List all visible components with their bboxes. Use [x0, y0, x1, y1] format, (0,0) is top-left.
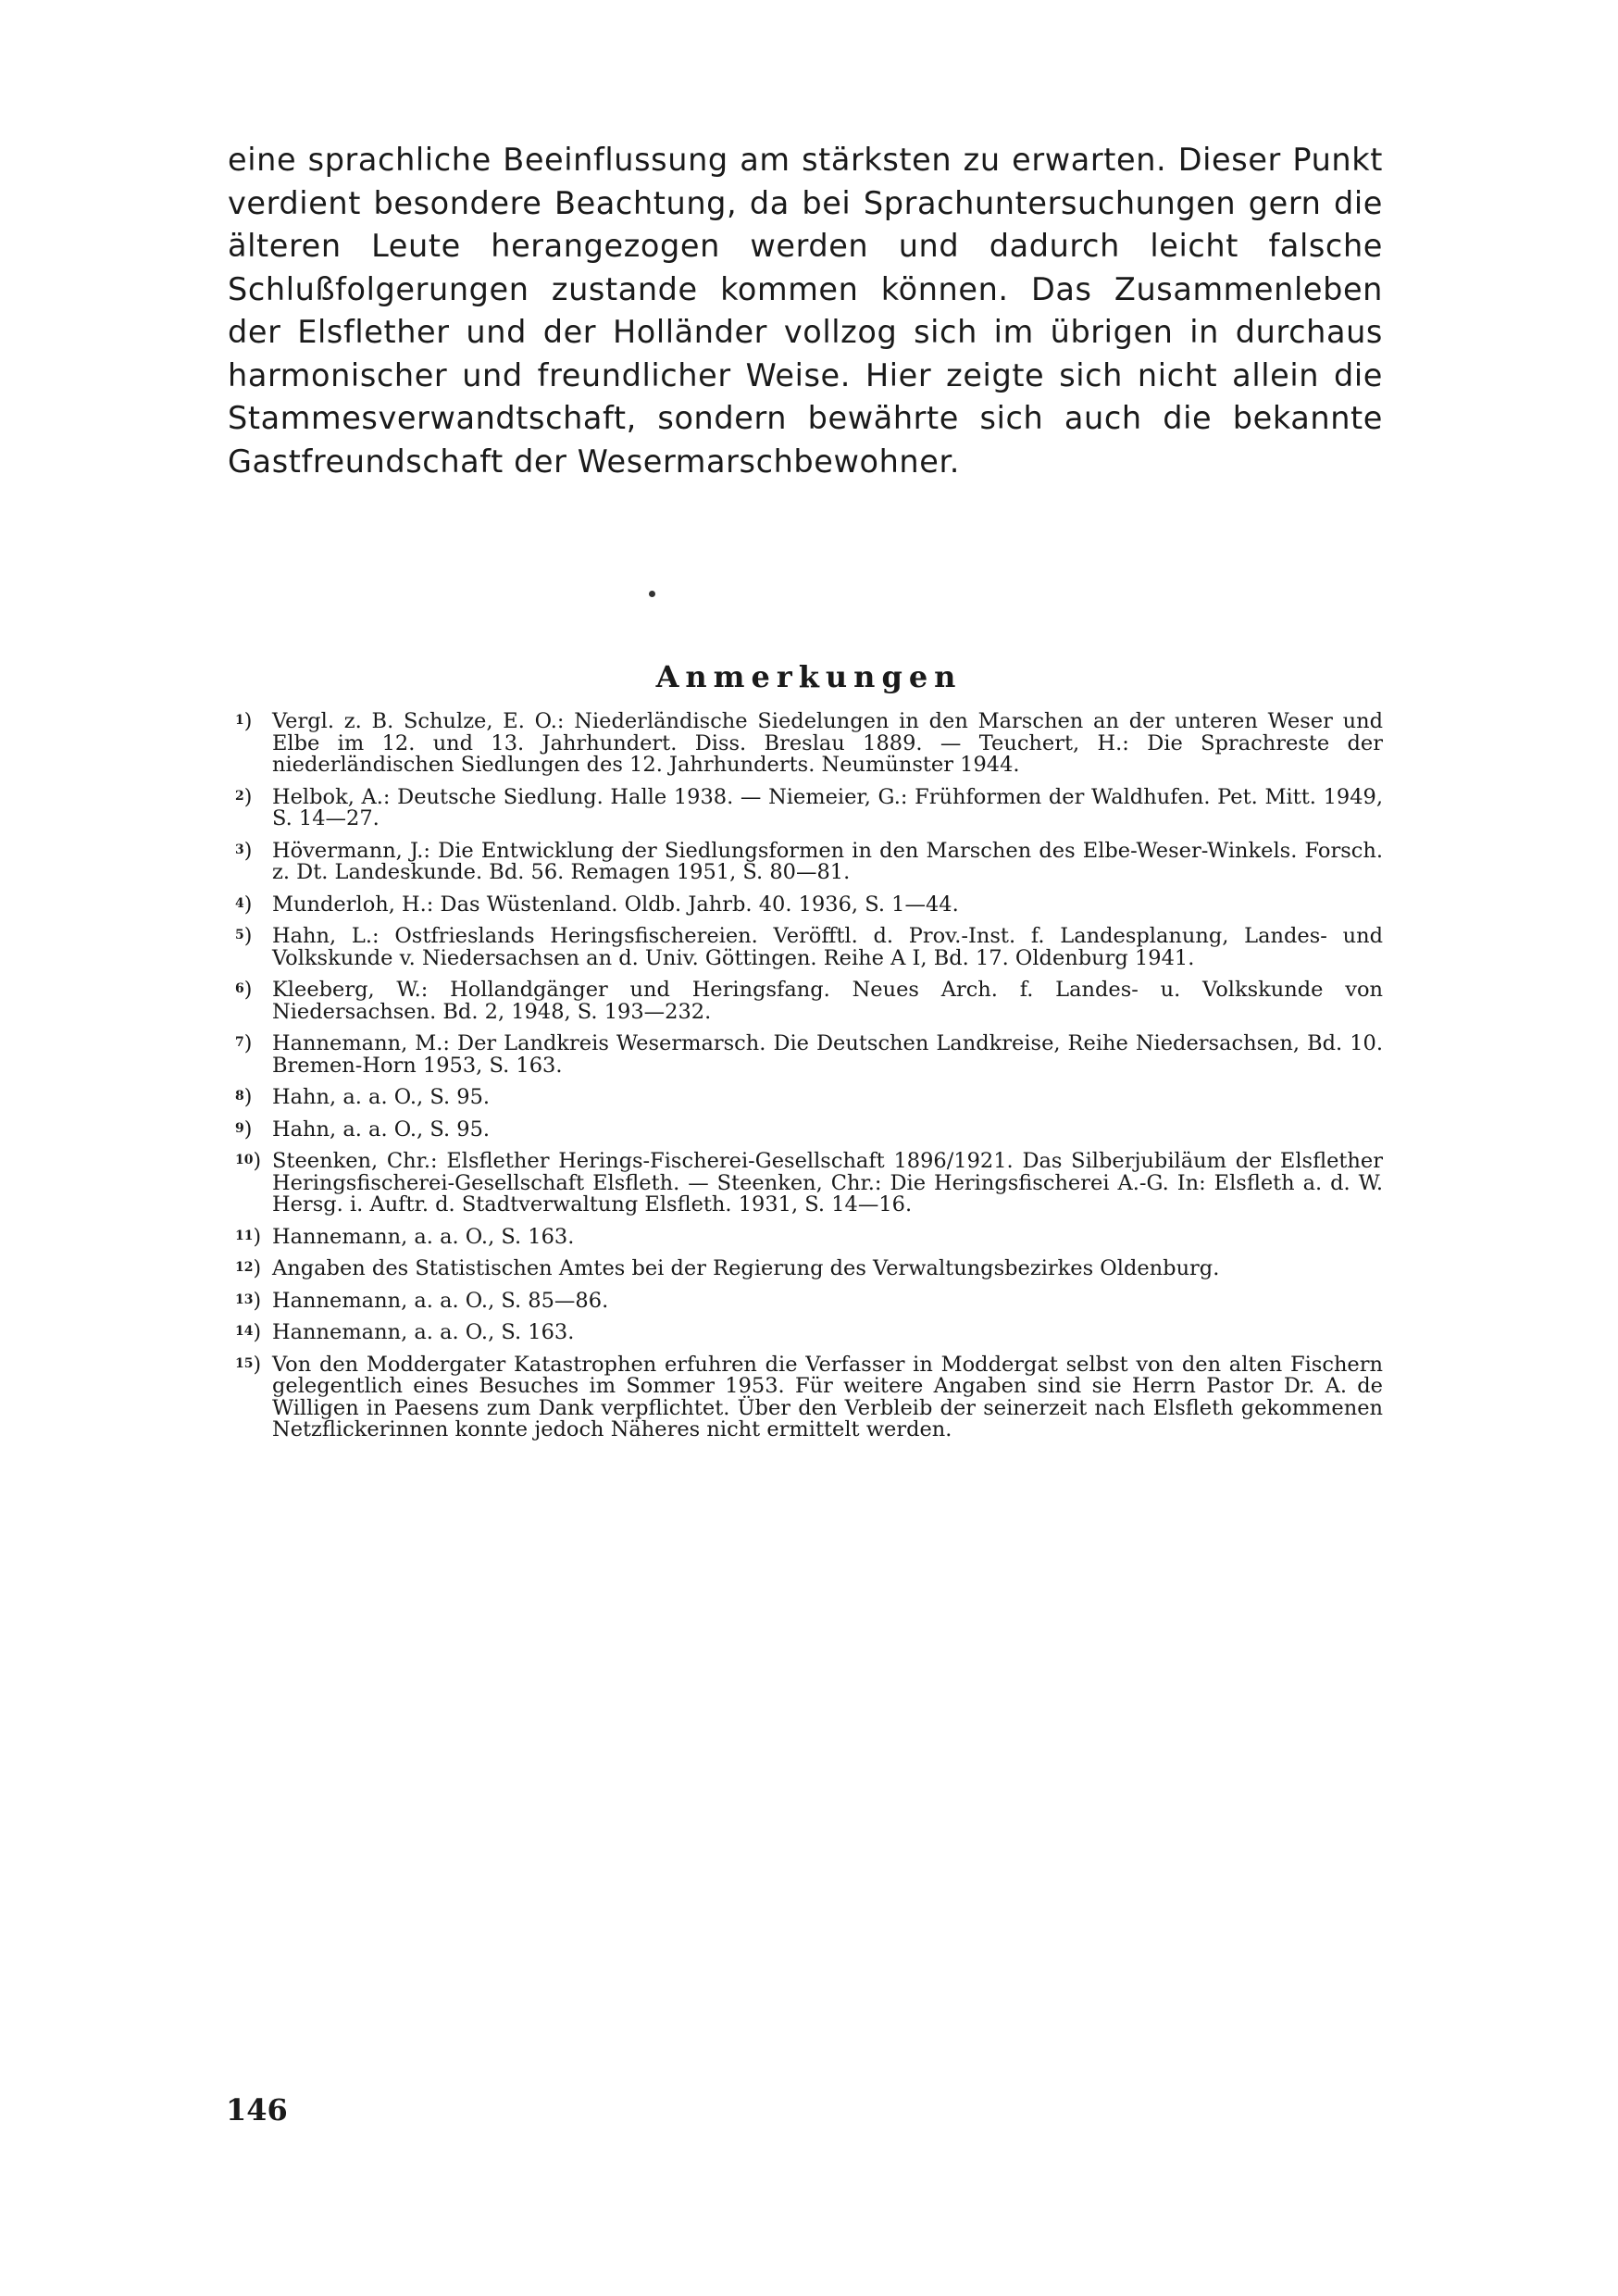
- main-paragraph: [228, 139, 1383, 483]
- footnote-number-value: 10: [235, 1153, 254, 1167]
- footnote-text: Helbok, A.: Deutsche Siedlung. Halle 1938. — Niemeier, G.: Frühformen der Waldhufen. Pet. Mitt. 1949, S. 14—27.: [272, 784, 1383, 830]
- footnote-number-value: 4: [235, 895, 244, 911]
- footnote-text: Hahn, L.: Ostfrieslands Heringsfischereien. Veröfftl. d. Prov.-Inst. f. Landesplanung, Landes- und Volkskunde v. Niedersachsen an d. Univ. Göttingen. Reihe A I, Bd. 17. Oldenburg 1941.: [272, 924, 1383, 970]
- footnote-item: [235, 894, 1383, 917]
- footnote-text: Hannemann, a. a. O., S. 85—86.: [272, 1288, 609, 1313]
- footnote-number: 14): [235, 1321, 262, 1344]
- footnote-number-value: 13: [235, 1292, 254, 1307]
- footnote-item: [235, 1258, 1383, 1280]
- footnote-number: 2): [235, 785, 253, 809]
- footnote-item: [235, 980, 1383, 1023]
- footnote-number: 1): [235, 710, 253, 733]
- footnote-number-value: 7: [235, 1035, 244, 1050]
- footnote-number: 6): [235, 979, 253, 1002]
- footnote-text: Hannemann, a. a. O., S. 163.: [272, 1224, 575, 1249]
- footnote-item: [235, 926, 1383, 969]
- footnote-number-value: 15: [235, 1355, 254, 1371]
- footnote-text: Hövermann, J.: Die Entwicklung der Siedlungsformen in den Marschen des Elbe-Weser-Winkels. Forsch. z. Dt. Landeskunde. Bd. 56. Remagen 1951, S. 80—81.: [272, 838, 1383, 884]
- footnote-text: Von den Moddergater Katastrophen erfuhren die Verfasser in Moddergat selbst von den alten Fischern gelegentlich eines Besuches im Sommer 1953. Für weitere Angaben sind sie Herrn Pastor Dr. A. de Willigen in Paesens zum Dank verpflichtet. Über den Verbleib der seinerzeit nach Elsfleth gekommenen Netzflickerinnen konnte jedoch Näheres nicht ermittelt werden.: [272, 1352, 1383, 1441]
- footnote-number: 15): [235, 1353, 262, 1377]
- footnote-number-value: 8: [235, 1089, 244, 1104]
- footnote-text: Steenken, Chr.: Elsflether Herings-Fischerei-Gesellschaft 1896/1921. Das Silberjubiläum der Elsflether Heringsfischerei-Gesellschaft Elsfleth. — Steenken, Chr.: Die Heringsfischerei A.-G. In: Elsfleth a. d. W. Hersg. i. Auftr. d. Stadtverwaltung Elsfleth. 1931, S. 14—16.: [272, 1149, 1383, 1217]
- footnote-number-value: 11: [235, 1228, 254, 1243]
- footnotes-list: [235, 711, 1383, 1452]
- footnote-number-value: 12: [235, 1260, 254, 1275]
- footnote-number: 12): [235, 1257, 262, 1280]
- footnote-item: [235, 1087, 1383, 1109]
- footnote-number: 7): [235, 1032, 253, 1055]
- footnote-number-value: 6: [235, 981, 244, 996]
- footnote-number-value: 2: [235, 788, 244, 804]
- footnote-number: 4): [235, 892, 253, 917]
- notes-heading: Anmerkungen: [655, 659, 963, 694]
- footnote-number: 13): [235, 1289, 262, 1313]
- footnote-text: Vergl. z. B. Schulze, E. O.: Niederländische Siedelungen in den Marschen an der unteren Weser und Elbe im 12. und 13. Jahrhundert. Diss. Breslau 1889. — Teuchert, H.: Die Sprachreste der niederländischen Siedlungen des 12. Jahrhunderts. Neumünster 1944.: [272, 709, 1383, 777]
- decorative-dot: [649, 591, 655, 597]
- footnote-number-value: 9: [235, 1120, 244, 1136]
- footnote-number: 5): [235, 925, 253, 948]
- footnote-item: [235, 1119, 1383, 1142]
- footnote-number-value: 1: [235, 713, 244, 728]
- footnote-text: Munderloh, H.: Das Wüstenland. Oldb. Jahrb. 40. 1936, S. 1—44.: [272, 892, 959, 917]
- footnote-item: [235, 1354, 1383, 1441]
- footnote-item: [235, 1288, 1383, 1313]
- footnote-number-value: 14: [235, 1324, 254, 1339]
- footnote-number: 10): [235, 1150, 262, 1173]
- footnote-number: 11): [235, 1225, 262, 1249]
- footnote-text: Hahn, a. a. O., S. 95.: [272, 1117, 491, 1142]
- page-number: 146: [226, 2092, 288, 2128]
- footnote-item: [235, 1322, 1383, 1344]
- footnote-text: Angaben des Statistischen Amtes bei der Regierung des Verwaltungsbezirkes Oldenburg.: [272, 1256, 1220, 1280]
- footnote-item: [235, 711, 1383, 777]
- footnote-item: [235, 1224, 1383, 1249]
- footnote-text: Hannemann, a. a. O., S. 163.: [272, 1320, 575, 1344]
- footnote-number: 3): [235, 839, 253, 863]
- footnote-text: Hannemann, M.: Der Landkreis Wesermarsch. Die Deutschen Landkreise, Reihe Niedersachsen, Bd. 10. Bremen-Horn 1953, S. 163.: [272, 1031, 1383, 1078]
- footnote-text: Kleeberg, W.: Hollandgänger und Heringsfang. Neues Arch. f. Landes- u. Volkskunde von Niedersachsen. Bd. 2, 1948, S. 193—232.: [272, 978, 1383, 1024]
- footnote-item: [235, 784, 1383, 830]
- footnote-item: [235, 1033, 1383, 1077]
- footnote-number: 8): [235, 1086, 253, 1109]
- footnote-item: [235, 1151, 1383, 1217]
- paragraph-text: eine sprachliche Beeinflussung am stärksten zu erwarten. Dieser Punkt verdient besondere Beachtung, da bei Sprachuntersuchungen gern die älteren Leute herangezogen werden und dadurch leicht falsche Schlußfolgerungen zustande kommen können. Das Zusammenleben der Elsflether und der Holländer vollzog sich im übrigen in durchaus harmonischer und freundlicher Weise. Hier zeigte sich nicht allein die Stammesverwandtschaft, sondern bewährte sich auch die bekannte Gastfreundschaft der Wesermarschbewohner.: [228, 142, 1383, 480]
- footnote-number: 9): [235, 1117, 253, 1142]
- footnote-item: [235, 838, 1383, 884]
- footnote-number-value: 5: [235, 928, 244, 942]
- footnote-number-value: 3: [235, 842, 244, 857]
- footnote-text: Hahn, a. a. O., S. 95.: [272, 1085, 491, 1109]
